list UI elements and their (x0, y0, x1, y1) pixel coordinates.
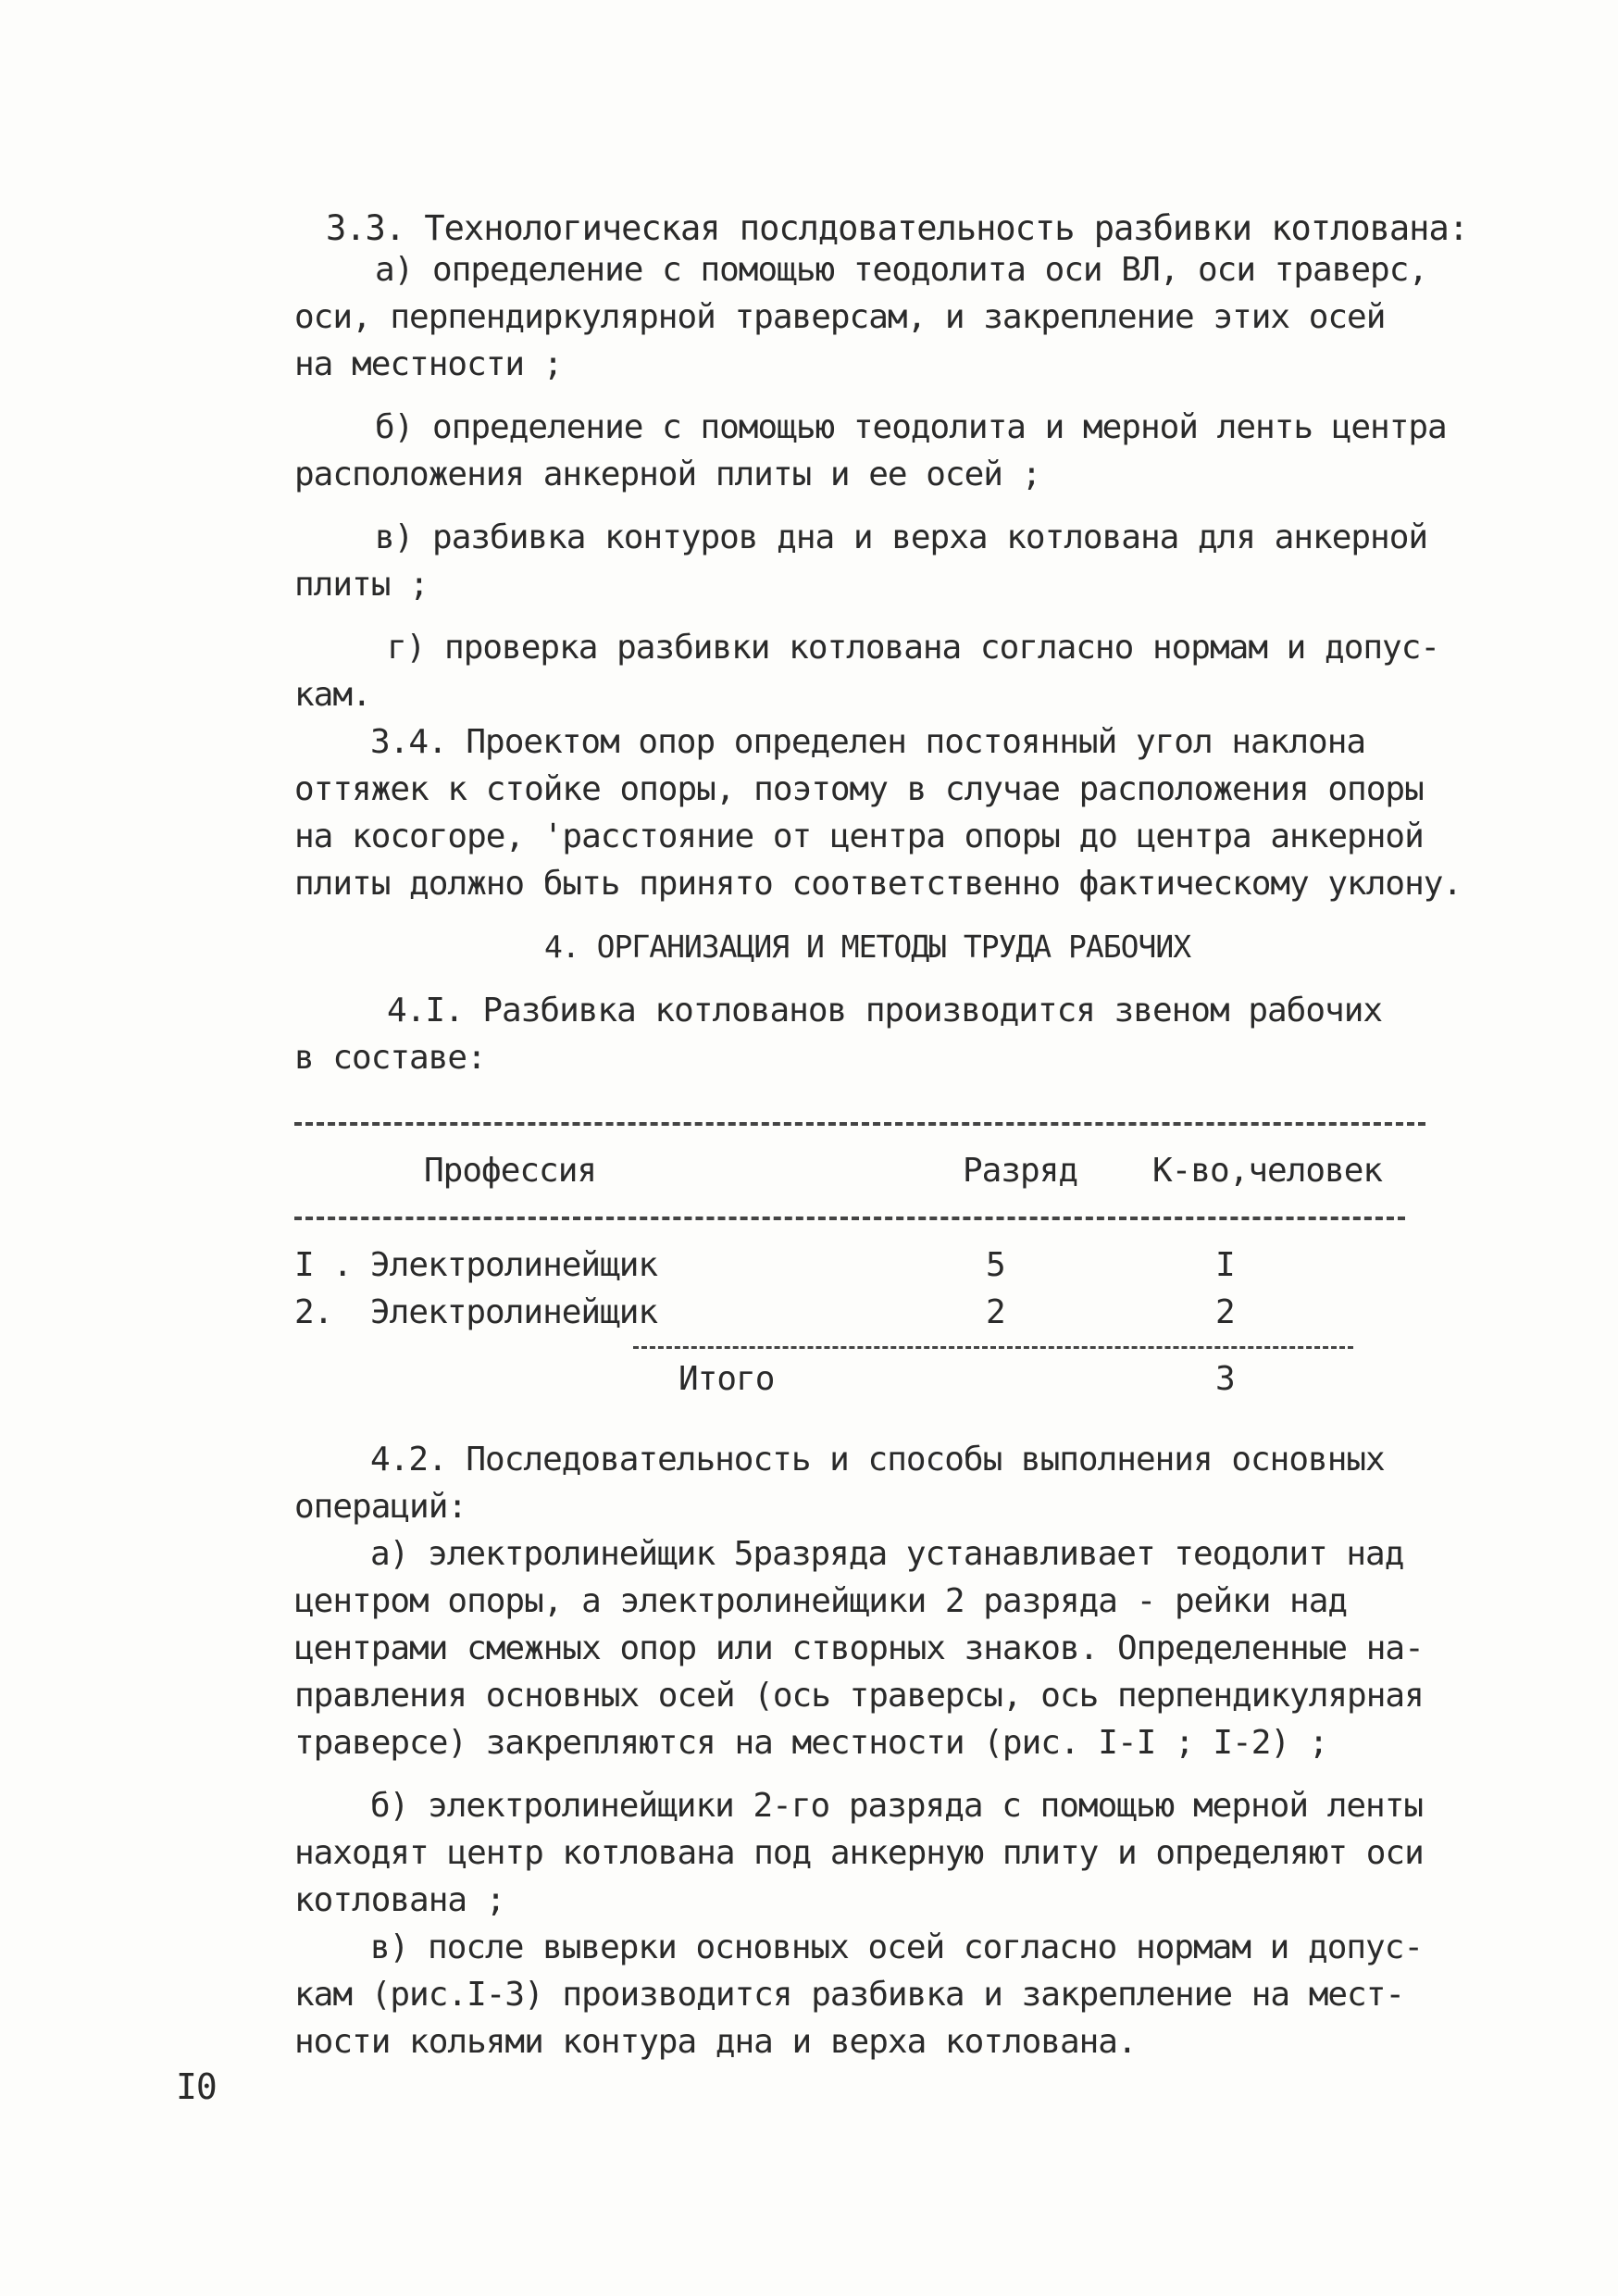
table-row-1-profession: Электролинейщик (370, 1246, 658, 1284)
table-header-profession: Профессия (424, 1152, 597, 1190)
section-3-3-item-b-line-1: б) определение с помощью теодолита и мерной ленть центра (375, 408, 1447, 446)
table-row-2-grade: 2 (986, 1293, 1005, 1331)
section-3-4-line-2: оттяжек к стойке опоры, поэтому в случае расположения опоры (294, 770, 1424, 808)
table-header-count: К-во,человек (1152, 1152, 1383, 1190)
table-row-2-num: 2. (294, 1293, 333, 1331)
section-3-3-item-a-line-1: а) определение с помощью теодолита оси ВЛ, оси траверс, (375, 251, 1428, 289)
section-4-2-intro-line-2: операций: (294, 1488, 467, 1526)
table-total-value: 3 (1215, 1360, 1235, 1398)
section-3-4-line-4: плиты должно быть принято соответственно фактическому уклону. (294, 865, 1462, 903)
section-3-3-heading: 3.3. Технологическая послдовательность разбивки котлована: (326, 208, 1469, 248)
section-3-3-item-g-line-2: кам. (294, 676, 371, 714)
section-4-2-item-a-line-1: а) электролинейщик 5разряда устанавливает теодолит над (370, 1535, 1404, 1573)
table-total-rule (633, 1346, 1353, 1349)
section-4-1-line-2: в составе: (294, 1039, 486, 1077)
section-4-2-intro-line-1: 4.2. Последовательность и способы выполнения основных (370, 1441, 1385, 1479)
table-row-1-grade: 5 (986, 1246, 1005, 1284)
section-4-2-item-b-line-3: котлована ; (294, 1881, 505, 1919)
section-4-2-item-a-line-4: правления основных осей (ось траверсы, ось перпендикулярная (294, 1677, 1424, 1715)
section-3-3-item-g-line-1: г) проверка разбивки котлована согласно нормам и допус- (387, 629, 1440, 667)
table-row-1-count: I (1215, 1246, 1235, 1284)
section-3-4-line-3: на косогоре, 'расстояние от центра опоры до центра анкерной (294, 817, 1424, 855)
table-row-2-profession: Электролинейщик (370, 1293, 658, 1331)
section-3-3-item-v-line-1: в) разбивка контуров дна и верха котлована для анкерной (375, 518, 1428, 556)
section-4-2-item-a-line-3: центрами смежных опор или створных знаков. Определенные на- (294, 1629, 1424, 1667)
section-4-1-line-1: 4.I. Разбивка котлованов производится звеном рабочих (387, 992, 1383, 1029)
section-4-2-item-v-line-2: кам (рис.I-3) производится разбивка и закрепление на мест- (294, 1976, 1405, 2014)
section-3-3-item-a-line-3: на местности ; (294, 345, 563, 383)
section-4-2-item-v-line-3: ности кольями контура дна и верха котлована. (294, 2023, 1137, 2061)
section-4-2-item-a-line-5: траверсе) закрепляются на местности (рис. I-I ; I-2) ; (294, 1724, 1328, 1762)
section-4-2-item-b-line-1: б) электролинейщики 2-го разряда с помощью мерной ленты (370, 1787, 1424, 1825)
section-3-4-line-1: 3.4. Проектом опор определен постоянный угол наклона (370, 723, 1366, 761)
section-3-3-item-v-line-2: плиты ; (294, 566, 429, 604)
section-4-title: 4. ОРГАНИЗАЦИЯ И МЕТОДЫ ТРУДА РАБОЧИХ (544, 929, 1191, 965)
table-row-2-count: 2 (1215, 1293, 1235, 1331)
section-4-2-item-a-line-2: центром опоры, а электролинейщики 2 разряда - рейки над (294, 1582, 1348, 1620)
section-3-3-item-a-line-2: оси, перпендиркулярной траверсам, и закрепление этих осей (294, 298, 1386, 336)
table-row-1-num: I . (294, 1246, 353, 1284)
section-3-3-item-b-line-2: расположения анкерной плиты и ее осей ; (294, 455, 1041, 493)
page-number: I0 (176, 2066, 217, 2107)
table-total-label: Итого (678, 1360, 775, 1398)
table-header-rule (294, 1217, 1405, 1220)
section-4-2-item-b-line-2: находят центр котлована под анкерную плиту и определяют оси (294, 1834, 1424, 1872)
section-4-2-item-v-line-1: в) после выверки основных осей согласно нормам и допус- (370, 1928, 1424, 1966)
table-top-rule (294, 1122, 1425, 1126)
table-header-grade: Разряд (963, 1152, 1078, 1190)
